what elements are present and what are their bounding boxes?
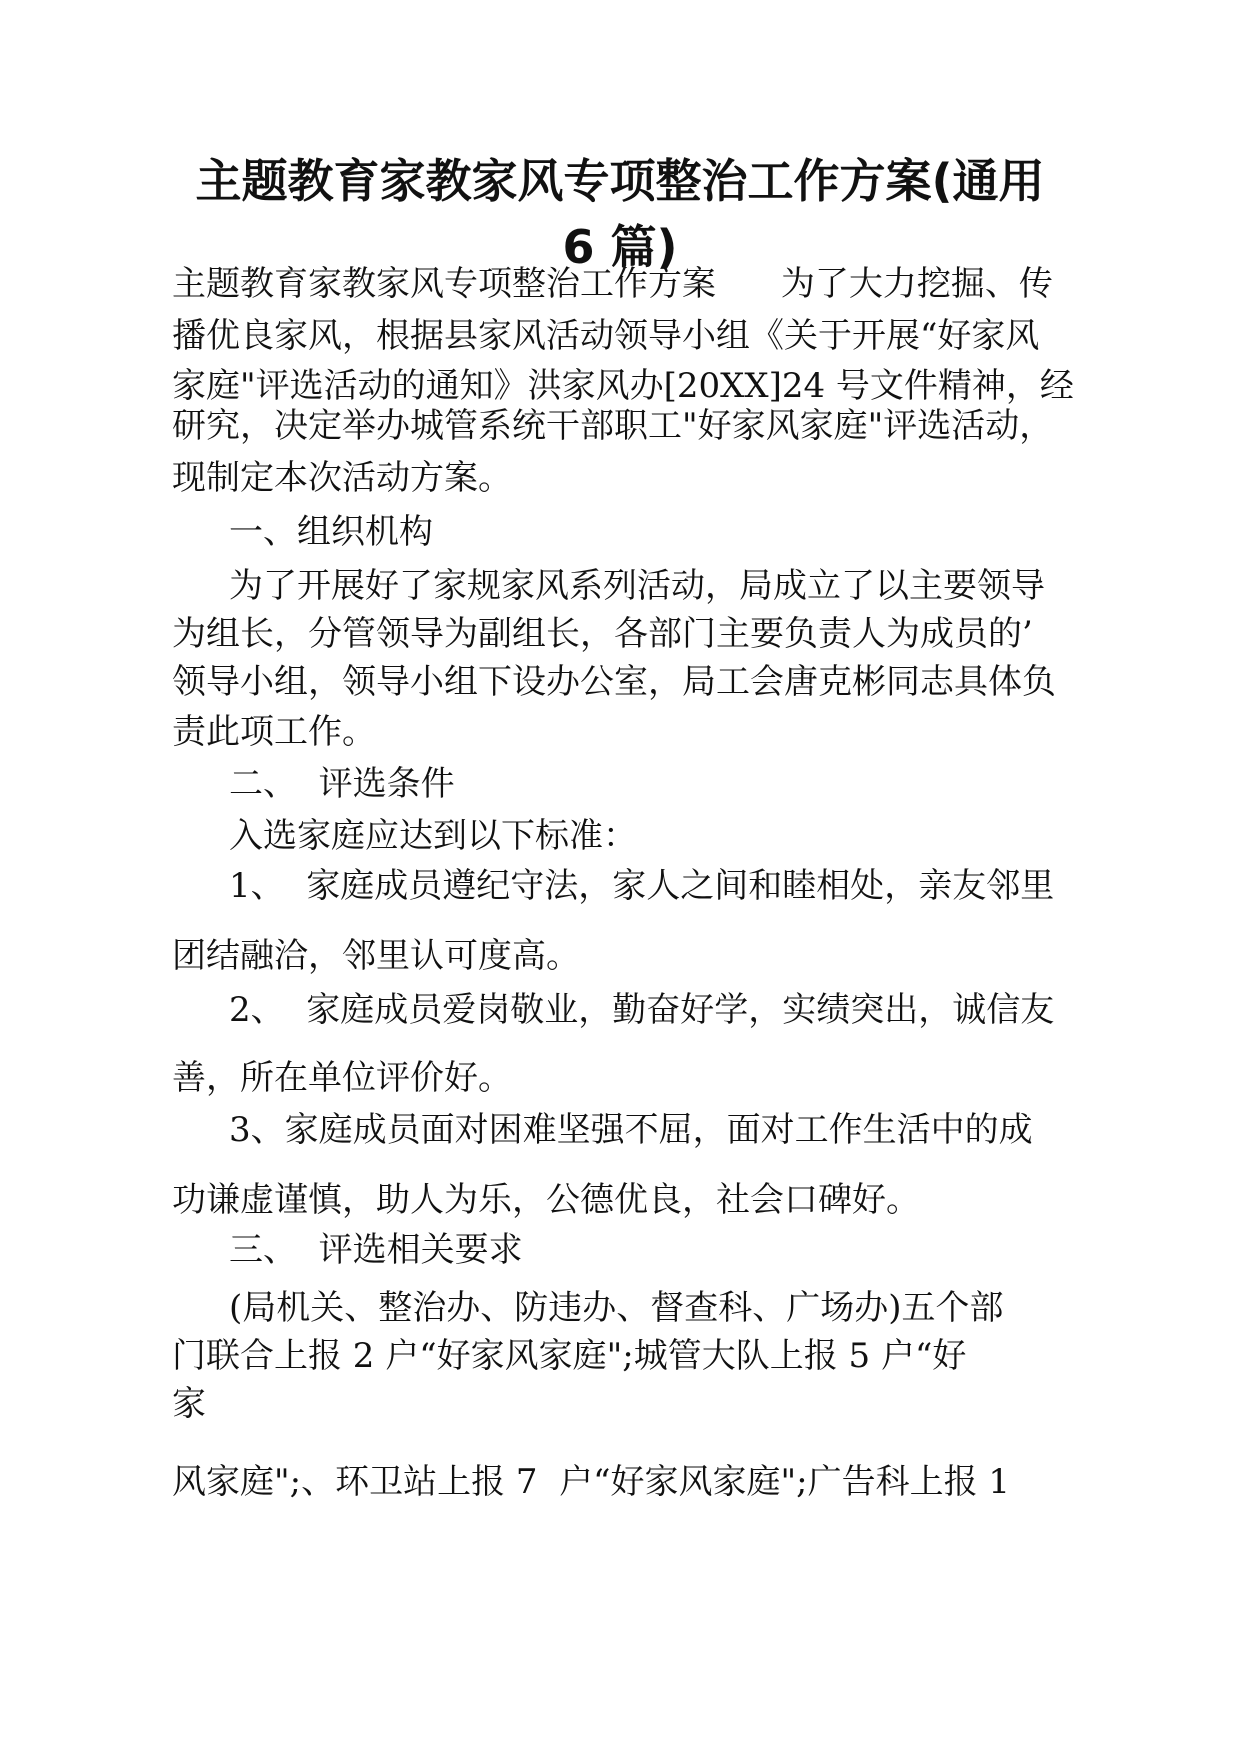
body-line: 家庭"评选活动的通知》洪家风办[20XX]24 号文件精神，经 [172, 366, 1074, 406]
section-heading: 一、组织机构 [229, 512, 433, 552]
body-line: 领导小组，领导小组下设办公室，局工会唐克彬同志具体负 [172, 662, 1056, 702]
body-line: 风家庭";、环卫站上报 7 户“好家风家庭";广告科上报 1 [172, 1462, 1011, 1502]
body-line: 责此项工作。 [172, 712, 376, 752]
body-line: 功谦虚谨慎，助人为乐，公德优良，社会口碑好。 [172, 1180, 920, 1220]
body-line: 主题教育家教家风专项整治工作方案 为了大力挖掘、传 [172, 264, 1053, 304]
body-line: 善，所在单位评价好。 [172, 1058, 512, 1098]
list-item: 2、 家庭成员爱岗敬业，勤奋好学，实绩突出，诚信友 [229, 990, 1055, 1030]
body-line: 门联合上报 2 户“好家风家庭";城管大队上报 5 户“好 [172, 1336, 967, 1376]
body-line: 研究，决定举办城管系统干部职工"好家风家庭"评选活动， [172, 406, 1054, 446]
body-line: 为组长，分管领导为副组长，各部门主要负责人为成员的’ [172, 614, 1033, 654]
body-line: 为了开展好了家规家风系列活动，局成立了以主要领导 [229, 566, 1045, 606]
section-heading: 三、 评选相关要求 [229, 1230, 523, 1270]
body-line: (局机关、整治办、防违办、督查科、广场办)五个部 [229, 1288, 1004, 1328]
list-item: 3、家庭成员面对困难坚强不屈，面对工作生活中的成 [229, 1110, 1033, 1150]
document-title-line-1: 主题教育家教家风专项整治工作方案(通用 [195, 154, 1045, 208]
body-line: 团结融洽，邻里认可度高。 [172, 936, 580, 976]
document-title-line-2: 6 篇) [562, 220, 678, 274]
body-line: 播优良家风，根据县家风活动领导小组《关于开展“好家风 [172, 316, 1040, 356]
body-line: 现制定本次活动方案。 [172, 458, 512, 498]
section-heading: 二、 评选条件 [229, 764, 455, 804]
body-line: 入选家庭应达到以下标准： [229, 816, 637, 856]
body-line: 家 [172, 1384, 206, 1424]
list-item: 1、 家庭成员遵纪守法，家人之间和睦相处，亲友邻里 [229, 866, 1055, 906]
